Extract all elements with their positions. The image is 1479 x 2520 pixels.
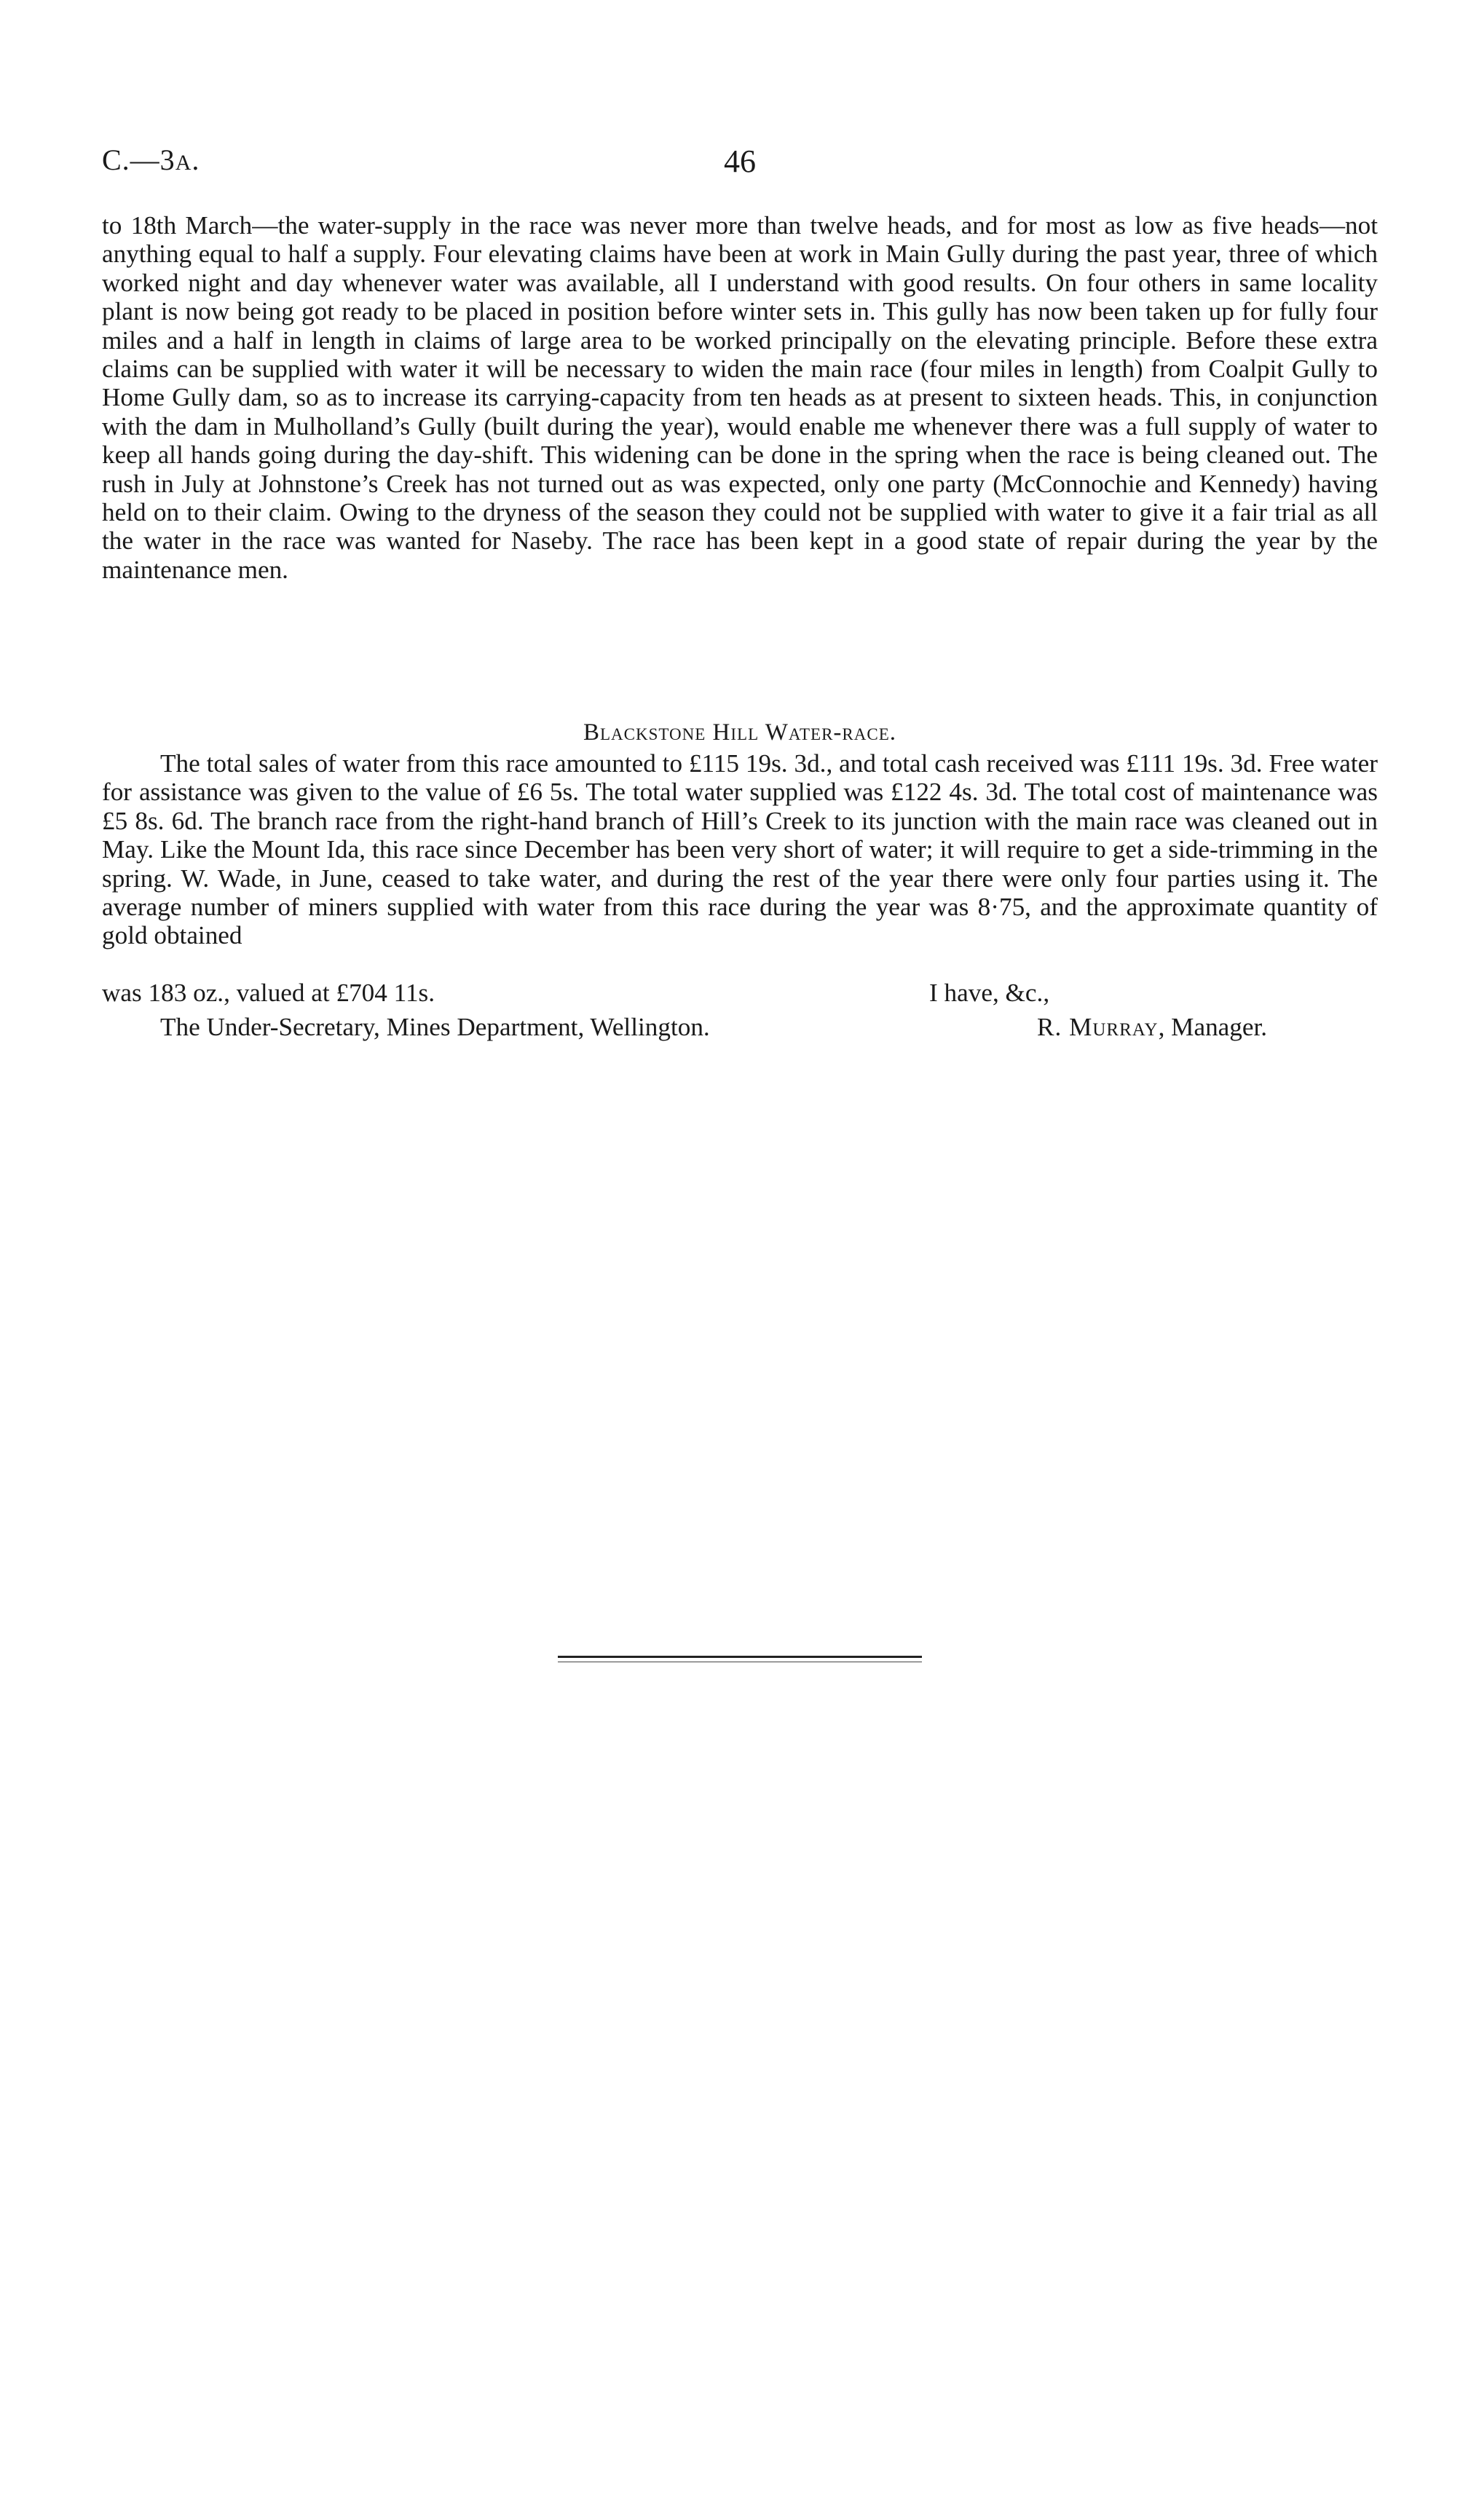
report-body-continued bbox=[102, 211, 1378, 584]
signature-line bbox=[102, 1013, 1378, 1043]
addressee: The Under-Secretary, Mines Department, Wellington. bbox=[160, 1013, 710, 1041]
paragraph-mount-ida-race: to 18th March—the water-supply in the race was never more than twelve heads, and for most as low as five heads—not anything equal to half a supply. Four elevating claims have been at work in Main Gully during the past year, three of which worked night and day whenever water was available, all I understand with good results. On four others in same locality plant is now being got ready to be placed in position before winter sets in. This gully has now been taken up for fully four miles and a half in length in claims of large area to be worked principally on the elevating principle. Before these extra claims can be supplied with water it will be necessary to widen the main race (four miles in length) from Coalpit Gully to Home Gully dam, so as to increase its carrying-capacity from ten heads as at present to sixteen heads. This, in conjunction with the dam in Mulholland’s Gully (built during the year), would enable me whenever there was a full supply of water to keep all hands going during the day-shift. This widening can be done in the spring when the race is being cleaned out. The rush in July at Johnstone’s Creek has not turned out as was expected, only one party (McConnochie and Kennedy) having held on to their claim. Owing to the dryness of the season they could not be supplied with water to give it a fair trial as all the water in the race was wanted for Naseby. The race has been kept in a good state of repair during the year by the maintenance men. bbox=[102, 211, 1378, 584]
end-rule bbox=[558, 1656, 922, 1658]
page-header bbox=[102, 143, 1378, 186]
signature bbox=[1037, 1013, 1267, 1042]
page-number: 46 bbox=[724, 143, 756, 179]
document-reference: C.—3A. bbox=[102, 143, 200, 176]
section-heading: Blackstone Hill Water-race. bbox=[583, 719, 897, 746]
closing-line bbox=[102, 979, 1378, 1009]
paragraph-blackstone-race: The total sales of water from this race amounted to £115 19s. 3d., and total cash received was £111 19s. 3d. Free water for assistance was given to the value of £6 5s. The total water supplied was £122 4s. 3d. The total cost of maintenance was £5 8s. 6d. The branch race from the right-hand branch of Hill’s Creek to its junction with the main race was cleaned out in May. Like the Mount Ida, this race since December has been very short of water; it will require to get a side-trimming in the spring. W. Wade, in June, ceased to take water, and during the rest of the year there were only four parties using it. The average number of miners supplied with water from this race during the year was 8·75, and the approximate quantity of gold obtained bbox=[102, 749, 1378, 950]
sign-off: I have, &c., bbox=[929, 979, 1050, 1007]
signature-title: , Manager. bbox=[1158, 1013, 1268, 1041]
blackstone-section-body bbox=[102, 749, 1378, 950]
signature-name: R. Murray bbox=[1037, 1013, 1159, 1041]
closing-sentence-end: was 183 oz., valued at £704 11s. bbox=[102, 979, 435, 1007]
